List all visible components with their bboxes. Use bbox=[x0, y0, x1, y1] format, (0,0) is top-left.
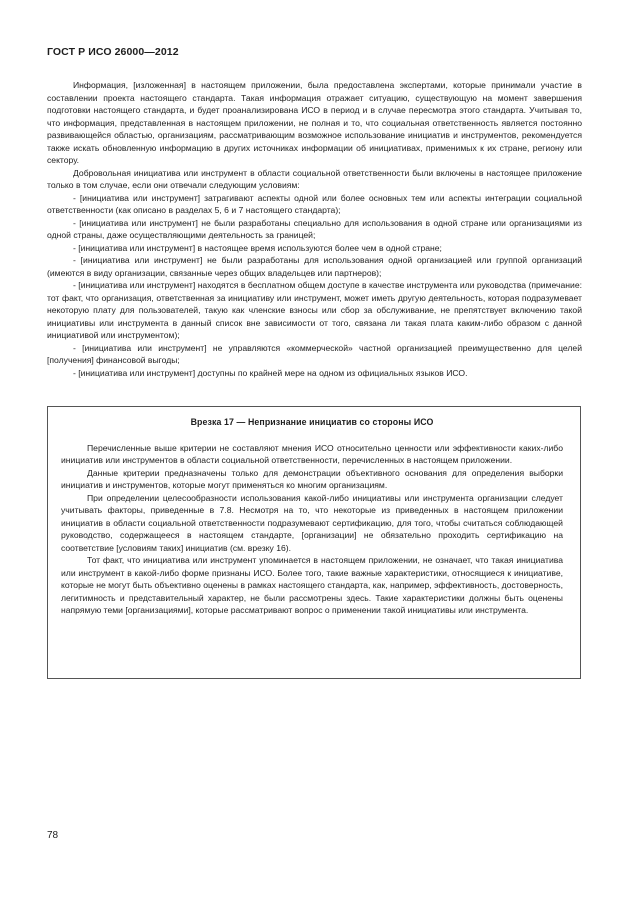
box-paragraph: При определении целесообразности использования какой-либо инициативы или инструмента организации следует учитывать факторы, приведенные в 7.8. Несмотря на то, что некоторые из приведенных в настоящем приложении инициатив в области социальной ответственности подразумевают сертификацию, для того, чтобы считаться соблюдающей руководство, содержащееся в настоящем стандарте, [организации] не обязательно проходить сертификацию на соответствие [условиям таких] инициатив (см. врезку 16). bbox=[61, 492, 563, 553]
paragraph: Информация, [изложенная] в настоящем приложении, была предоставлена экспертами, которые принимали участие в составлении проекта настоящего стандарта. Такая информация отражает ситуацию, существующую на момент завершения подготовки настоящего стандарта, и будет проанализирована ИСО в период и в случае пересмотра этого стандарта. Учитывая то, что информация, представленная в настоящем приложении, не полная и то, что социальная ответственность является постоянно развивающейся областью, организациям, рассматривающим возможное использование инициатив и инструментов, рекомендуется также искать обновленную информацию в других источниках информации об инициативах, применимых к их стране, региону или сектору. bbox=[47, 80, 582, 165]
list-item: - [инициатива или инструмент] находятся в бесплатном общем доступе в качестве инструмента или руководства (примечание: тот факт, что организация, ответственная за инициативу или инструмент, может иметь другую деятельность, которая подразумевает некоторую плату для пользователей, такую как членские взносы или сбор за обслуживание, не препятствует включению такой инициативы или инструмента в данный список вне зависимости от того, связана ли такая плата каким-либо образом с данной инициативой или инструментом); bbox=[47, 280, 582, 340]
list-item: - [инициатива или инструмент] доступны по крайней мере на одном из официальных языков ИСО. bbox=[73, 367, 468, 378]
list-item: - [инициатива или инструмент] не были разработаны для использования одной организацией или группой организаций (имеются в виду организации, связанные через общих владельцев или партнеров); bbox=[47, 255, 582, 278]
box-paragraph: Тот факт, что инициатива или инструмент упоминается в настоящем приложении, не означает, что такая инициатива или инструмент в какой-либо форме признаны ИСО. Более того, такие важные характеристики, относящиеся к инициативе, которые не могут быть объективно оценены в рамках настоящего стандарта, как, например, эффективность, достоверность, легитимность и представительный характер, не были рассмотрены здесь. Такие характеристики должны быть оценены напрямую теми [организациями], которые рассматривают вопрос о применении такой инициативы или инструмента. bbox=[61, 555, 563, 615]
sidebar-box bbox=[47, 406, 581, 679]
box-paragraph: Перечисленные выше критерии не составляют мнения ИСО относительно ценности или эффективности каких-либо инициатив или инструментов в области социальной ответственности, перечисленных в настоящем приложении. bbox=[61, 442, 563, 465]
box-title: Врезка 17 — Непризнание инициатив со стороны ИСО bbox=[190, 417, 434, 427]
list-item: - [инициатива или инструмент] в настоящее время используются более чем в одной стране; bbox=[73, 242, 442, 253]
paragraph: Добровольная инициатива или инструмент в области социальной ответственности были включены в настоящее приложение только в том случае, если они отвечали следующим условиям: bbox=[47, 167, 582, 190]
box-paragraph: Данные критерии предназначены только для демонстрации объективного основания для определения выборки инициатив и инструментов, которые могут применяться ко многим организациям. bbox=[61, 467, 563, 490]
list-item: - [инициатива или инструмент] не управляются «коммерческой» частной организацией преимущественно для целей [получения] финансовой выгоды; bbox=[47, 342, 582, 365]
page-header: ГОСТ Р ИСО 26000—2012 bbox=[47, 46, 179, 58]
list-item: - [инициатива или инструмент] затрагивают аспекты одной или более основных тем или аспекты интеграции социальной ответственности (как описано в разделах 5, 6 и 7 настоящего стандарта); bbox=[47, 192, 582, 215]
main-text bbox=[47, 79, 582, 379]
list-item: - [инициатива или инструмент] не были разработаны специально для использования в одной стране или организациями из одной страны, даже осуществляющими деятельность за границей; bbox=[47, 217, 582, 240]
page-number: 78 bbox=[47, 830, 59, 841]
